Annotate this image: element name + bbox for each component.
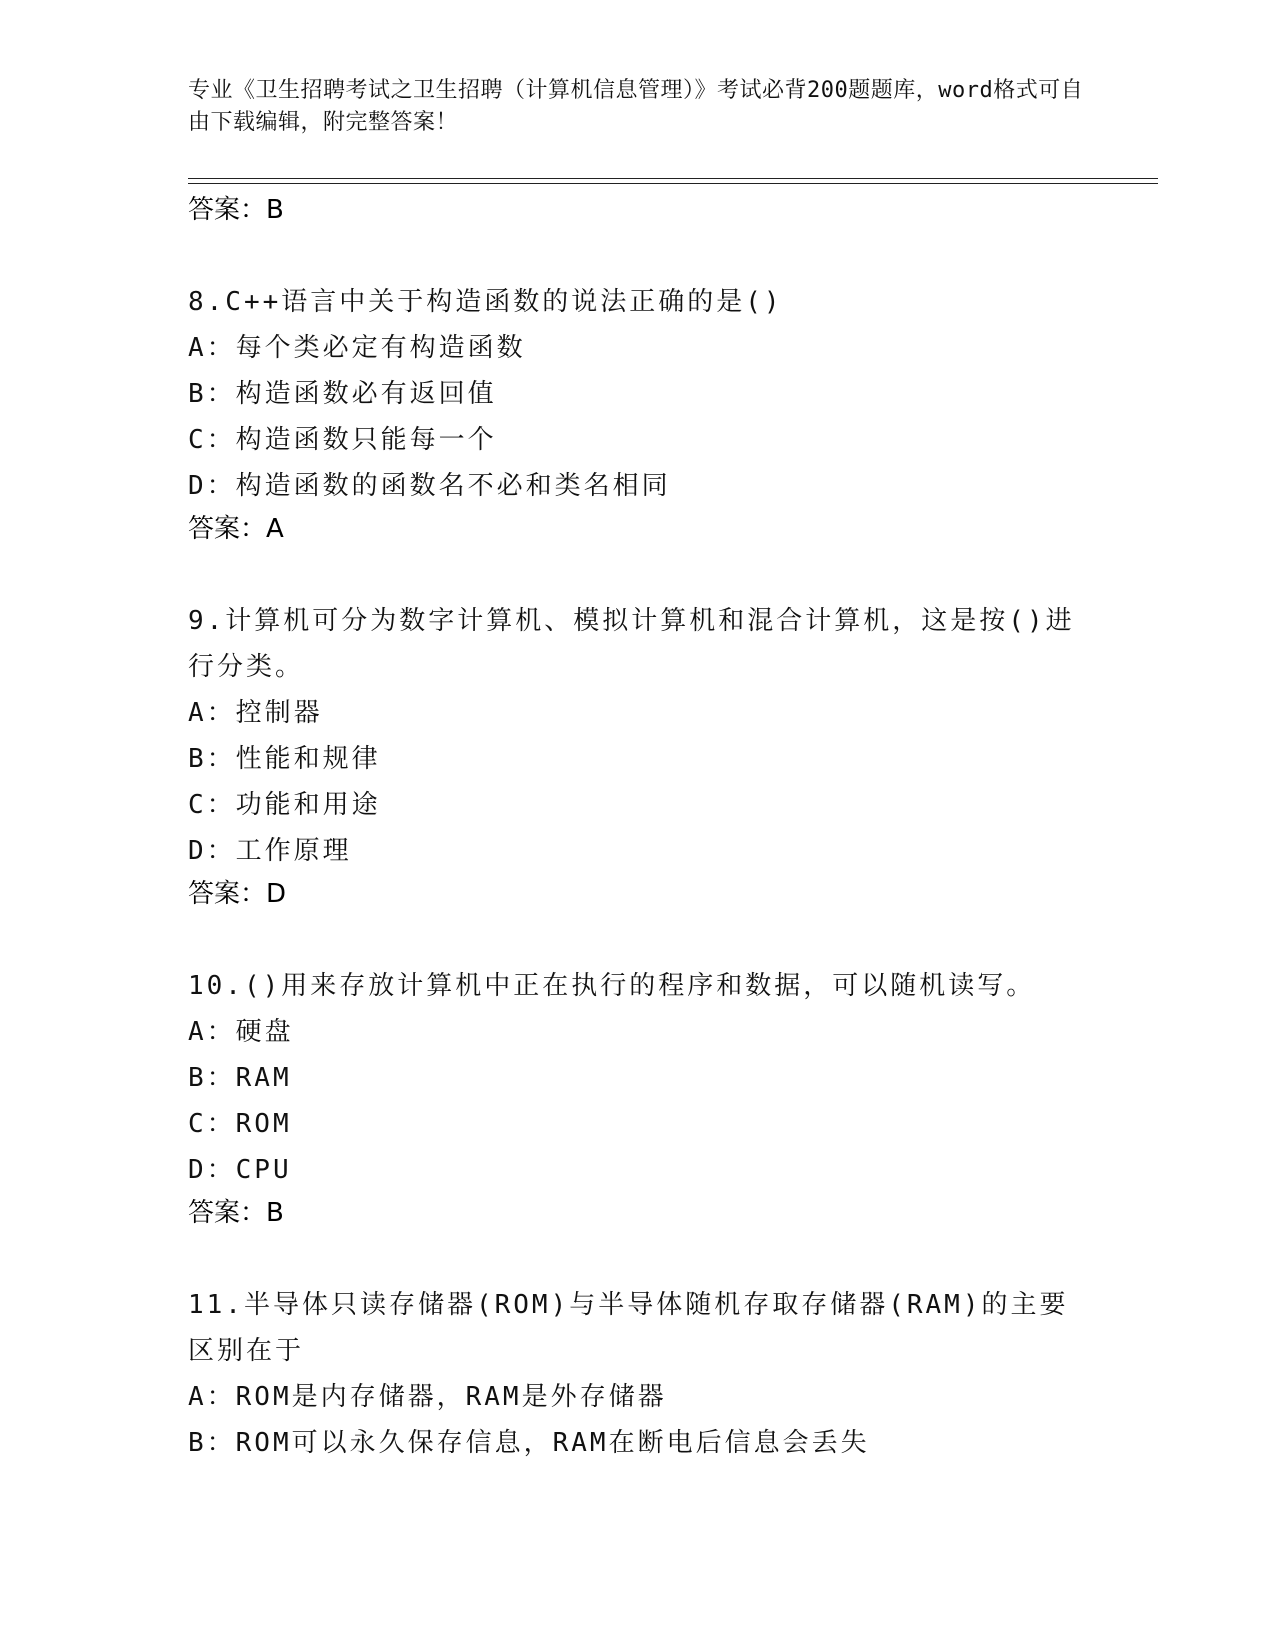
- option-key: A：: [188, 698, 236, 728]
- question-text: 11.半导体只读存储器(ROM)与半导体随机存取存储器(RAM)的主要区别在于: [188, 1290, 1069, 1366]
- question-list: [188, 190, 1088, 1466]
- option-a: [188, 325, 1088, 371]
- option-key: C：: [188, 425, 236, 455]
- option-key: C：: [188, 790, 236, 820]
- document-header: 专业《卫生招聘考试之卫生招聘（计算机信息管理）》考试必背200题题库，word格式可自由下载编辑，附完整答案！: [188, 78, 1084, 135]
- option-text: 性能和规律: [235, 744, 381, 774]
- option-text: 构造函数只能每一个: [235, 425, 497, 455]
- header-divider-bottom: [188, 183, 1158, 184]
- option-key: C：: [188, 1109, 236, 1139]
- question-text: 8.C++语言中关于构造函数的说法正确的是(): [188, 287, 783, 317]
- option-key: B：: [188, 379, 236, 409]
- option-b: [188, 1420, 1088, 1466]
- question-11: [188, 1282, 1088, 1466]
- option-text: ROM是内存储器，RAM是外存储器: [235, 1382, 667, 1412]
- option-a: [188, 1374, 1088, 1420]
- option-d: [188, 828, 1088, 874]
- previous-answer: 答案：B: [188, 195, 284, 225]
- option-text: 功能和用途: [235, 790, 381, 820]
- option-key: A：: [188, 1382, 236, 1412]
- option-text: 控制器: [235, 698, 323, 728]
- question-text: 9.计算机可分为数字计算机、模拟计算机和混合计算机，这是按()进行分类。: [188, 606, 1075, 682]
- option-b: [188, 1055, 1088, 1101]
- answer: 答案：D: [188, 879, 287, 909]
- option-key: B：: [188, 1428, 236, 1458]
- option-c: [188, 782, 1088, 828]
- option-text: 构造函数必有返回值: [235, 379, 497, 409]
- answer: 答案：A: [188, 514, 284, 544]
- question-9: [188, 598, 1088, 914]
- option-key: D：: [188, 1155, 236, 1185]
- option-a: [188, 1009, 1088, 1055]
- option-key: B：: [188, 1063, 236, 1093]
- option-a: [188, 690, 1088, 736]
- option-c: [188, 417, 1088, 463]
- option-text: 构造函数的函数名不必和类名相同: [235, 471, 671, 501]
- question-text: 10.()用来存放计算机中正在执行的程序和数据，可以随机读写。: [188, 971, 1036, 1001]
- option-text: ROM可以永久保存信息，RAM在断电后信息会丢失: [235, 1428, 870, 1458]
- option-text: RAM: [235, 1063, 292, 1093]
- option-text: ROM: [235, 1109, 292, 1139]
- option-text: 工作原理: [235, 836, 352, 866]
- option-b: [188, 371, 1088, 417]
- option-d: [188, 463, 1088, 509]
- option-key: A：: [188, 1017, 236, 1047]
- header-divider-top: [188, 178, 1158, 179]
- option-key: A：: [188, 333, 236, 363]
- question-10: [188, 963, 1088, 1233]
- option-key: D：: [188, 836, 236, 866]
- option-text: CPU: [235, 1155, 292, 1185]
- question-8: [188, 279, 1088, 549]
- option-text: 每个类必定有构造函数: [235, 333, 526, 363]
- option-b: [188, 736, 1088, 782]
- answer: 答案：B: [188, 1198, 284, 1228]
- option-key: B：: [188, 744, 236, 774]
- option-c: [188, 1101, 1088, 1147]
- option-text: 硬盘: [235, 1017, 294, 1047]
- option-d: [188, 1147, 1088, 1193]
- option-key: D：: [188, 471, 236, 501]
